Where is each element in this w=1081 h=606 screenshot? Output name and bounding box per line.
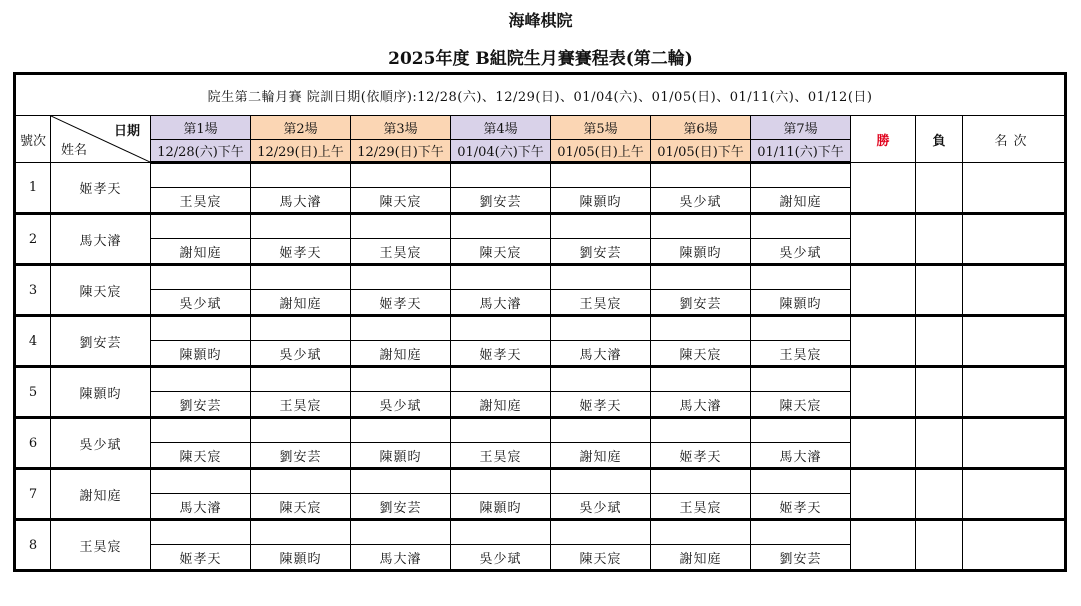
opponent-cell: 馬大濬 <box>251 188 351 214</box>
opponent-cell: 姬孝天 <box>351 290 451 316</box>
player-name: 劉安芸 <box>51 316 151 367</box>
result-cell[interactable] <box>351 469 451 494</box>
opponent-cell: 姬孝天 <box>151 545 251 571</box>
result-cell[interactable] <box>451 367 551 392</box>
win-header: 勝 <box>851 116 916 163</box>
result-cell[interactable] <box>151 367 251 392</box>
player-row <box>15 214 1066 239</box>
opponent-cell: 劉安芸 <box>451 188 551 214</box>
player-row <box>15 520 1066 545</box>
opponent-cell: 謝知庭 <box>151 239 251 265</box>
opponent-cell: 陳天宸 <box>451 239 551 265</box>
result-cell[interactable] <box>651 214 751 239</box>
player-row <box>15 469 1066 494</box>
result-cell[interactable] <box>251 214 351 239</box>
opponent-cell: 吳少珷 <box>651 188 751 214</box>
loss-cell[interactable] <box>916 367 963 418</box>
opponent-cell: 謝知庭 <box>251 290 351 316</box>
loss-cell[interactable] <box>916 316 963 367</box>
result-cell[interactable] <box>651 265 751 290</box>
opponent-cell: 陳顥昀 <box>251 545 351 571</box>
player-name: 馬大濬 <box>51 214 151 265</box>
player-row <box>15 265 1066 290</box>
player-number: 7 <box>15 469 51 520</box>
player-name: 王昊宸 <box>51 520 151 571</box>
round-date-5: 01/05(日)上午 <box>551 140 651 163</box>
opponent-cell: 姬孝天 <box>751 494 851 520</box>
loss-cell[interactable] <box>916 163 963 214</box>
result-cell[interactable] <box>551 520 651 545</box>
opponent-cell: 吳少珷 <box>551 494 651 520</box>
result-cell[interactable] <box>251 418 351 443</box>
win-cell[interactable] <box>851 520 916 571</box>
win-cell[interactable] <box>851 163 916 214</box>
result-cell[interactable] <box>451 469 551 494</box>
opponent-cell: 劉安芸 <box>351 494 451 520</box>
rank-cell[interactable] <box>963 469 1066 520</box>
opponent-cell: 陳顥昀 <box>651 239 751 265</box>
loss-cell[interactable] <box>916 265 963 316</box>
opponent-cell: 陳天宸 <box>251 494 351 520</box>
result-cell[interactable] <box>151 265 251 290</box>
player-name: 吳少珷 <box>51 418 151 469</box>
opponent-cell: 姬孝天 <box>251 239 351 265</box>
player-row <box>15 163 1066 188</box>
result-cell[interactable] <box>551 469 651 494</box>
win-cell[interactable] <box>851 265 916 316</box>
result-cell[interactable] <box>151 520 251 545</box>
opponent-cell: 謝知庭 <box>651 545 751 571</box>
round-header-1: 第1場 <box>151 116 251 140</box>
round-date-4: 01/04(六)下午 <box>451 140 551 163</box>
result-cell[interactable] <box>651 367 751 392</box>
result-cell[interactable] <box>351 214 451 239</box>
rank-cell[interactable] <box>963 265 1066 316</box>
name-label: 姓名 <box>61 143 88 158</box>
result-cell[interactable] <box>651 316 751 341</box>
opponent-cell: 謝知庭 <box>451 392 551 418</box>
opponent-cell: 劉安芸 <box>251 443 351 469</box>
player-number: 5 <box>15 367 51 418</box>
index-header: 號次 <box>15 116 51 163</box>
player-number: 8 <box>15 520 51 571</box>
player-name: 謝知庭 <box>51 469 151 520</box>
opponent-cell: 馬大濬 <box>151 494 251 520</box>
result-cell[interactable] <box>751 265 851 290</box>
player-name: 陳顥昀 <box>51 367 151 418</box>
player-row <box>15 316 1066 341</box>
opponent-cell: 吳少珷 <box>351 392 451 418</box>
result-cell[interactable] <box>451 418 551 443</box>
result-cell[interactable] <box>751 520 851 545</box>
result-cell[interactable] <box>251 367 351 392</box>
rank-cell[interactable] <box>963 367 1066 418</box>
opponent-cell: 吳少珷 <box>751 239 851 265</box>
round-date-6: 01/05(日)下午 <box>651 140 751 163</box>
win-cell[interactable] <box>851 367 916 418</box>
opponent-cell: 劉安芸 <box>751 545 851 571</box>
result-cell[interactable] <box>151 316 251 341</box>
player-name: 陳天宸 <box>51 265 151 316</box>
player-number: 2 <box>15 214 51 265</box>
rank-cell[interactable] <box>963 520 1066 571</box>
result-cell[interactable] <box>551 214 651 239</box>
result-cell[interactable] <box>151 418 251 443</box>
schedule-title: 2025年度 B組院生月賽賽程表(第二輪) <box>388 49 693 69</box>
org-title: 海峰棋院 <box>508 11 573 30</box>
result-cell[interactable] <box>151 163 251 188</box>
result-cell[interactable] <box>751 316 851 341</box>
player-number: 3 <box>15 265 51 316</box>
result-cell[interactable] <box>351 418 451 443</box>
opponent-cell: 吳少珷 <box>451 545 551 571</box>
result-cell[interactable] <box>251 520 351 545</box>
rank-cell[interactable] <box>963 163 1066 214</box>
opponent-cell: 陳天宸 <box>751 392 851 418</box>
opponent-cell: 王昊宸 <box>151 188 251 214</box>
opponent-cell: 馬大濬 <box>651 392 751 418</box>
round-header-5: 第5場 <box>551 116 651 140</box>
result-cell[interactable] <box>451 316 551 341</box>
opponent-cell: 劉安芸 <box>551 239 651 265</box>
result-cell[interactable] <box>351 367 451 392</box>
opponent-cell: 陳顥昀 <box>551 188 651 214</box>
opponent-cell: 謝知庭 <box>351 341 451 367</box>
result-cell[interactable] <box>751 367 851 392</box>
round-header-4: 第4場 <box>451 116 551 140</box>
result-cell[interactable] <box>451 520 551 545</box>
win-cell[interactable] <box>851 418 916 469</box>
opponent-cell: 姬孝天 <box>551 392 651 418</box>
rank-cell[interactable] <box>963 316 1066 367</box>
result-cell[interactable] <box>451 214 551 239</box>
result-cell[interactable] <box>351 163 451 188</box>
opponent-cell: 姬孝天 <box>451 341 551 367</box>
opponent-cell: 王昊宸 <box>251 392 351 418</box>
opponent-cell: 陳顥昀 <box>451 494 551 520</box>
rank-cell[interactable] <box>963 418 1066 469</box>
result-cell[interactable] <box>551 163 651 188</box>
schedule-table <box>13 72 1067 572</box>
result-cell[interactable] <box>251 265 351 290</box>
player-name: 姬孝天 <box>51 163 151 214</box>
result-cell[interactable] <box>551 367 651 392</box>
result-cell[interactable] <box>651 520 751 545</box>
result-cell[interactable] <box>751 469 851 494</box>
opponent-cell: 陳天宸 <box>651 341 751 367</box>
player-number: 6 <box>15 418 51 469</box>
opponent-cell: 謝知庭 <box>551 443 651 469</box>
opponent-cell: 謝知庭 <box>751 188 851 214</box>
opponent-cell: 吳少珷 <box>151 290 251 316</box>
player-number: 1 <box>15 163 51 214</box>
result-cell[interactable] <box>451 163 551 188</box>
opponent-cell: 陳顥昀 <box>351 443 451 469</box>
result-cell[interactable] <box>251 163 351 188</box>
opponent-cell: 吳少珷 <box>251 341 351 367</box>
opponent-cell: 陳顥昀 <box>751 290 851 316</box>
loss-cell[interactable] <box>916 520 963 571</box>
result-cell[interactable] <box>651 418 751 443</box>
result-cell[interactable] <box>751 214 851 239</box>
win-cell[interactable] <box>851 469 916 520</box>
result-cell[interactable] <box>351 316 451 341</box>
result-cell[interactable] <box>451 265 551 290</box>
loss-cell[interactable] <box>916 469 963 520</box>
opponent-cell: 陳天宸 <box>351 188 451 214</box>
win-cell[interactable] <box>851 316 916 367</box>
round-date-1: 12/28(六)下午 <box>151 140 251 163</box>
info-line: 院生第二輪月賽 院訓日期(依順序):12/28(六)、12/29(日)、01/04(六)、01/05(日)、01/11(六)、01/12(日) <box>15 74 1066 116</box>
win-cell[interactable] <box>851 214 916 265</box>
opponent-cell: 王昊宸 <box>751 341 851 367</box>
loss-header: 負 <box>916 116 963 163</box>
result-cell[interactable] <box>551 418 651 443</box>
result-cell[interactable] <box>651 469 751 494</box>
rank-cell[interactable] <box>963 214 1066 265</box>
opponent-cell: 王昊宸 <box>651 494 751 520</box>
opponent-cell: 馬大濬 <box>751 443 851 469</box>
round-header-7: 第7場 <box>751 116 851 140</box>
result-cell[interactable] <box>751 163 851 188</box>
player-number: 4 <box>15 316 51 367</box>
round-header-2: 第2場 <box>251 116 351 140</box>
opponent-cell: 劉安芸 <box>651 290 751 316</box>
result-cell[interactable] <box>351 520 451 545</box>
opponent-cell: 陳天宸 <box>551 545 651 571</box>
loss-cell[interactable] <box>916 418 963 469</box>
corner-header <box>51 116 151 163</box>
opponent-cell: 王昊宸 <box>451 443 551 469</box>
result-cell[interactable] <box>651 163 751 188</box>
opponent-cell: 馬大濬 <box>551 341 651 367</box>
round-date-2: 12/29(日)上午 <box>251 140 351 163</box>
result-cell[interactable] <box>151 214 251 239</box>
opponent-cell: 王昊宸 <box>351 239 451 265</box>
loss-cell[interactable] <box>916 214 963 265</box>
result-cell[interactable] <box>251 316 351 341</box>
date-label: 日期 <box>113 124 140 139</box>
result-cell[interactable] <box>751 418 851 443</box>
result-cell[interactable] <box>551 265 651 290</box>
round-header-3: 第3場 <box>351 116 451 140</box>
opponent-cell: 陳天宸 <box>151 443 251 469</box>
result-cell[interactable] <box>351 265 451 290</box>
opponent-cell: 姬孝天 <box>651 443 751 469</box>
opponent-cell: 陳顥昀 <box>151 341 251 367</box>
player-row <box>15 418 1066 443</box>
opponent-cell: 馬大濬 <box>451 290 551 316</box>
opponent-cell: 馬大濬 <box>351 545 451 571</box>
opponent-cell: 王昊宸 <box>551 290 651 316</box>
player-row <box>15 367 1066 392</box>
opponent-cell: 劉安芸 <box>151 392 251 418</box>
result-cell[interactable] <box>151 469 251 494</box>
result-cell[interactable] <box>551 316 651 341</box>
round-header-6: 第6場 <box>651 116 751 140</box>
round-date-3: 12/29(日)下午 <box>351 140 451 163</box>
rank-header: 名次 <box>963 116 1066 163</box>
result-cell[interactable] <box>251 469 351 494</box>
round-date-7: 01/11(六)下午 <box>751 140 851 163</box>
